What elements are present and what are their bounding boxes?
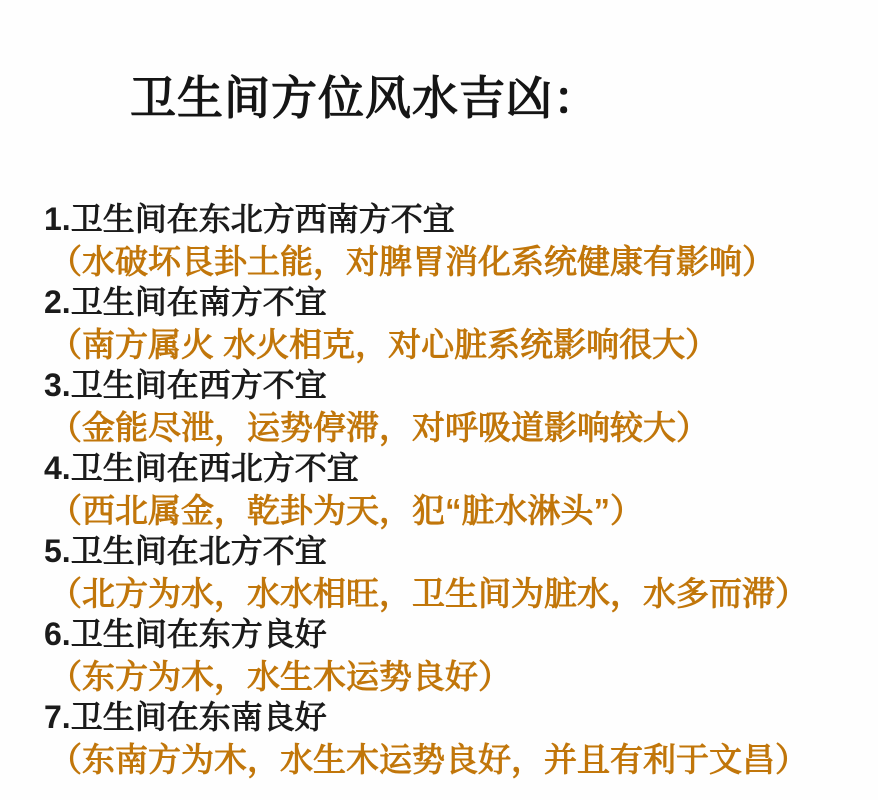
item-heading: 1.卫生间在东北方西南方不宜: [44, 201, 455, 237]
item-detail: （水破坏艮卦土能，对脾胃消化系统健康有影响）: [49, 242, 775, 280]
list-item: [44, 531, 858, 614]
item-detail: （金能尽泄，运势停滞，对呼吸道影响较大）: [49, 408, 709, 446]
item-heading: 2.卫生间在南方不宜: [44, 284, 327, 320]
item-detail: （东方为木，水生木运势良好）: [49, 657, 511, 695]
item-heading: 5.卫生间在北方不宜: [44, 533, 327, 569]
list-item: [44, 614, 858, 697]
list-item: [44, 448, 858, 531]
list-item: [44, 365, 858, 448]
fengshui-list: [44, 199, 858, 780]
item-detail: （南方属火 水火相克，对心脏系统影响很大）: [49, 325, 719, 363]
item-detail: （西北属金，乾卦为天，犯“脏水淋头”）: [49, 491, 643, 529]
list-item: [44, 199, 858, 282]
list-item: [44, 697, 858, 780]
page-title: 卫生间方位风水吉凶：: [130, 72, 600, 124]
item-heading: 6.卫生间在东方良好: [44, 616, 327, 652]
list-item: [44, 282, 858, 365]
item-detail: （东南方为木，水生木运势良好，并且有利于文昌）: [49, 740, 808, 778]
item-heading: 7.卫生间在东南良好: [44, 699, 327, 735]
item-heading: 4.卫生间在西北方不宜: [44, 450, 359, 486]
item-heading: 3.卫生间在西方不宜: [44, 367, 327, 403]
item-detail: （北方为水，水水相旺，卫生间为脏水，水多而滞）: [49, 574, 808, 612]
